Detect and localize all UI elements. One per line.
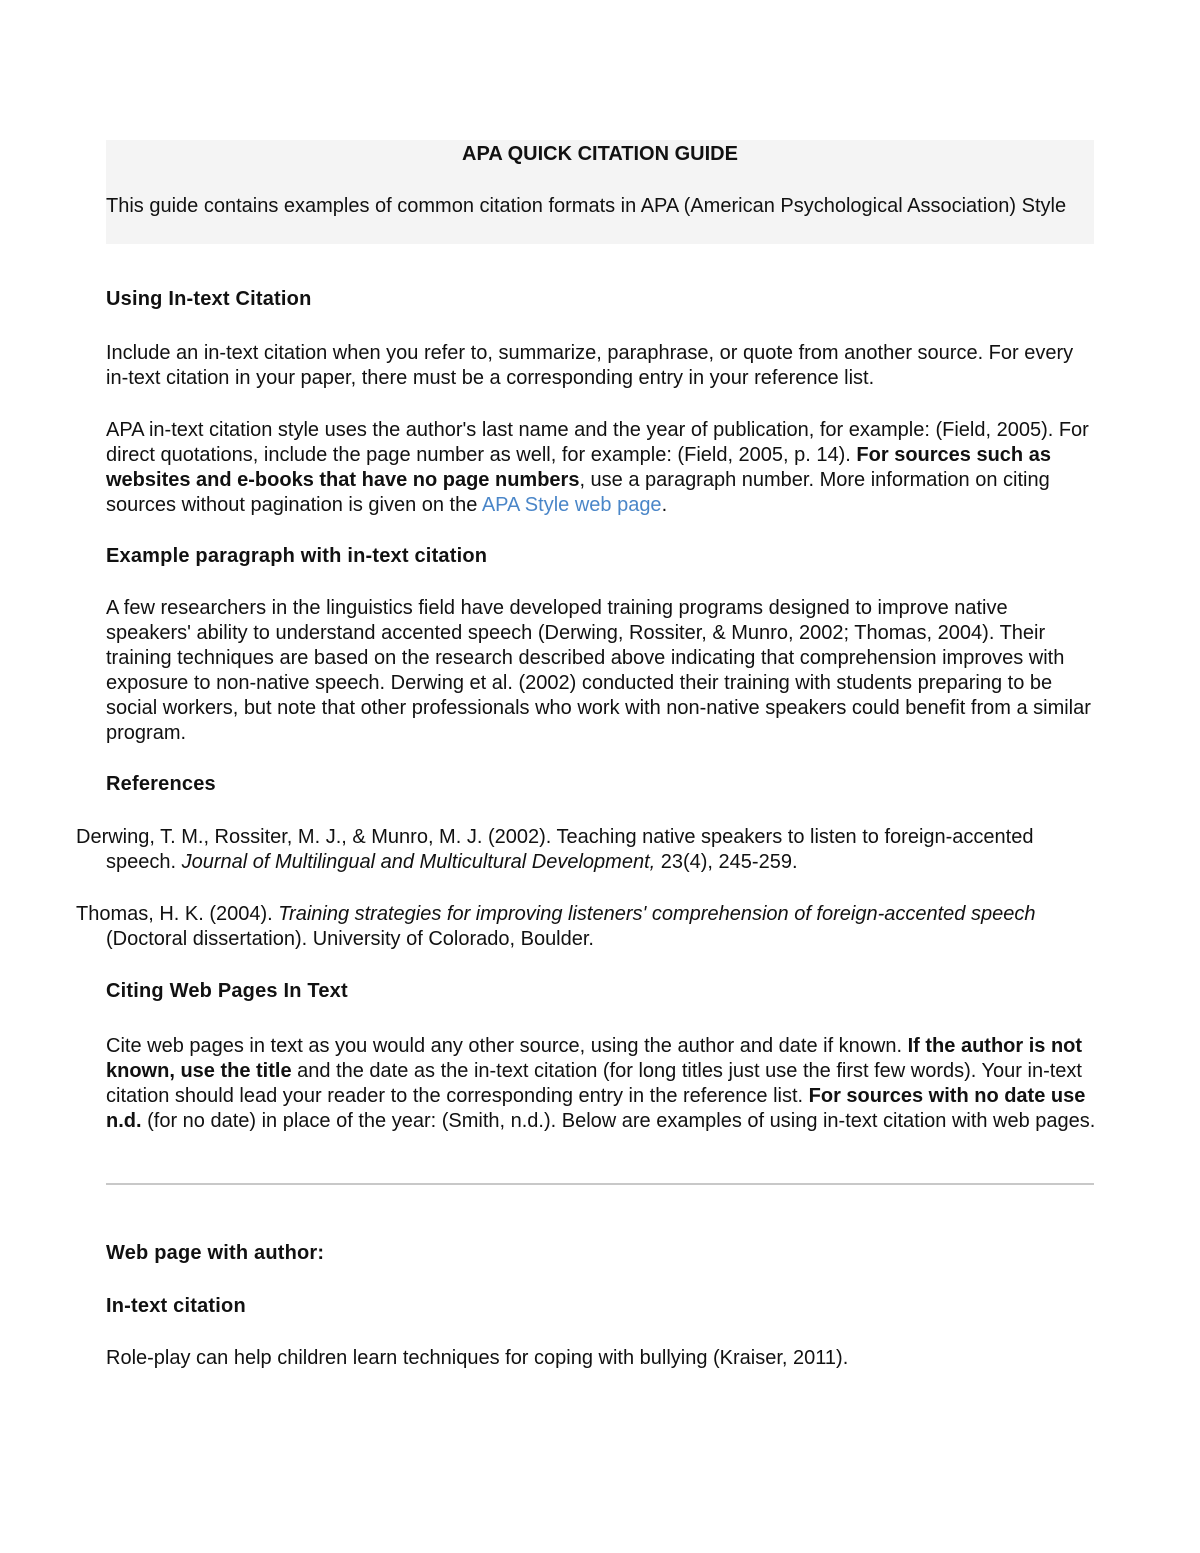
web-paragraph-part-b: and the date as the in-text citation (for long titles just use the first few words). Your in-text citation should lead your reader to the corresponding entry in the reference list. <box>106 1060 1082 1107</box>
in-text-paragraph-1: Include an in-text citation when you refer to, summarize, paraphrase, or quote from another source. For every in-text citation in your paper, there must be a corresponding entry in your reference list. <box>106 342 1074 389</box>
title-banner <box>106 140 1094 244</box>
web-paragraph-bold-1: If the author is not known, use the title <box>106 1035 1083 1082</box>
web-paragraph-part-c: (for no date) in place of the year: (Smith, n.d.). Below are examples of using in-text citation with web pages. <box>141 1110 1096 1132</box>
reference-2-part-a: Thomas, H. K. (2004). <box>76 903 279 925</box>
reference-1-journal: Journal of Multilingual and Multicultural Development, <box>181 851 656 873</box>
in-text-paragraph-2 <box>106 418 1096 518</box>
web-author-example: Role-play can help children learn techniques for coping with bullying (Kraiser, 2011). <box>106 1347 849 1369</box>
in-text-paragraph-2-part-a: APA in-text citation style uses the author's last name and the year of publication, for example: (Field, 2005). For direct quotations, include the page number as well, for example: (Field, 2005, p. 14). <box>106 419 1089 466</box>
section-divider <box>106 1183 1094 1185</box>
heading-references: References <box>106 773 216 795</box>
page-title: APA QUICK CITATION GUIDE <box>462 143 738 165</box>
heading-example-paragraph: Example paragraph with in-text citation <box>106 545 488 567</box>
apa-style-web-page-link[interactable]: APA Style web page <box>481 494 662 516</box>
reference-1-part-a: Derwing, T. M., Rossiter, M. J., & Munro, M. J. (2002). Teaching native speakers to listen to foreign-accented speech. <box>76 826 1034 873</box>
reference-entry-thomas <box>76 902 1066 952</box>
guide-intro: This guide contains examples of common citation formats in APA (American Psychological Association) Style <box>106 195 1067 217</box>
web-pages-paragraph <box>106 1034 1096 1134</box>
heading-using-in-text-citation: Using In-text Citation <box>106 288 312 310</box>
web-paragraph-part-a: Cite web pages in text as you would any other source, using the author and date if known. <box>106 1035 908 1057</box>
reference-1-part-b: 23(4), 245-259. <box>655 851 798 873</box>
in-text-paragraph-2-bold: For sources such as websites and e-books that have no page numbers <box>106 444 1051 491</box>
example-paragraph: A few researchers in the linguistics field have developed training programs designed to improve native speakers' ability to understand accented speech (Derwing, Rossiter, & Munro, 2002; Thomas, 2004). Their training techniques are based on the research described above indicating that comprehension improves with exposure to non-native speech. Derwing et al. (2002) conducted their training with students preparing to be social workers, but note that other professionals who work with non-native speakers could benefit from a similar program. <box>106 597 1091 744</box>
in-text-paragraph-2-part-c: . <box>661 494 668 516</box>
heading-in-text-citation: In-text citation <box>106 1295 246 1317</box>
heading-web-page-with-author: Web page with author: <box>106 1242 325 1264</box>
reference-2-title: Training strategies for improving listeners' comprehension of foreign-accented speech <box>278 903 1036 925</box>
reference-2-part-b: (Doctoral dissertation). University of Colorado, Boulder. <box>106 928 594 950</box>
web-paragraph-bold-2: For sources with no date use n.d. <box>106 1085 1086 1132</box>
reference-entry-derwing <box>76 825 1066 875</box>
in-text-paragraph-2-part-b: , use a paragraph number. More information on citing sources without pagination is given on the <box>106 469 1050 516</box>
heading-citing-web-pages: Citing Web Pages In Text <box>106 980 348 1002</box>
